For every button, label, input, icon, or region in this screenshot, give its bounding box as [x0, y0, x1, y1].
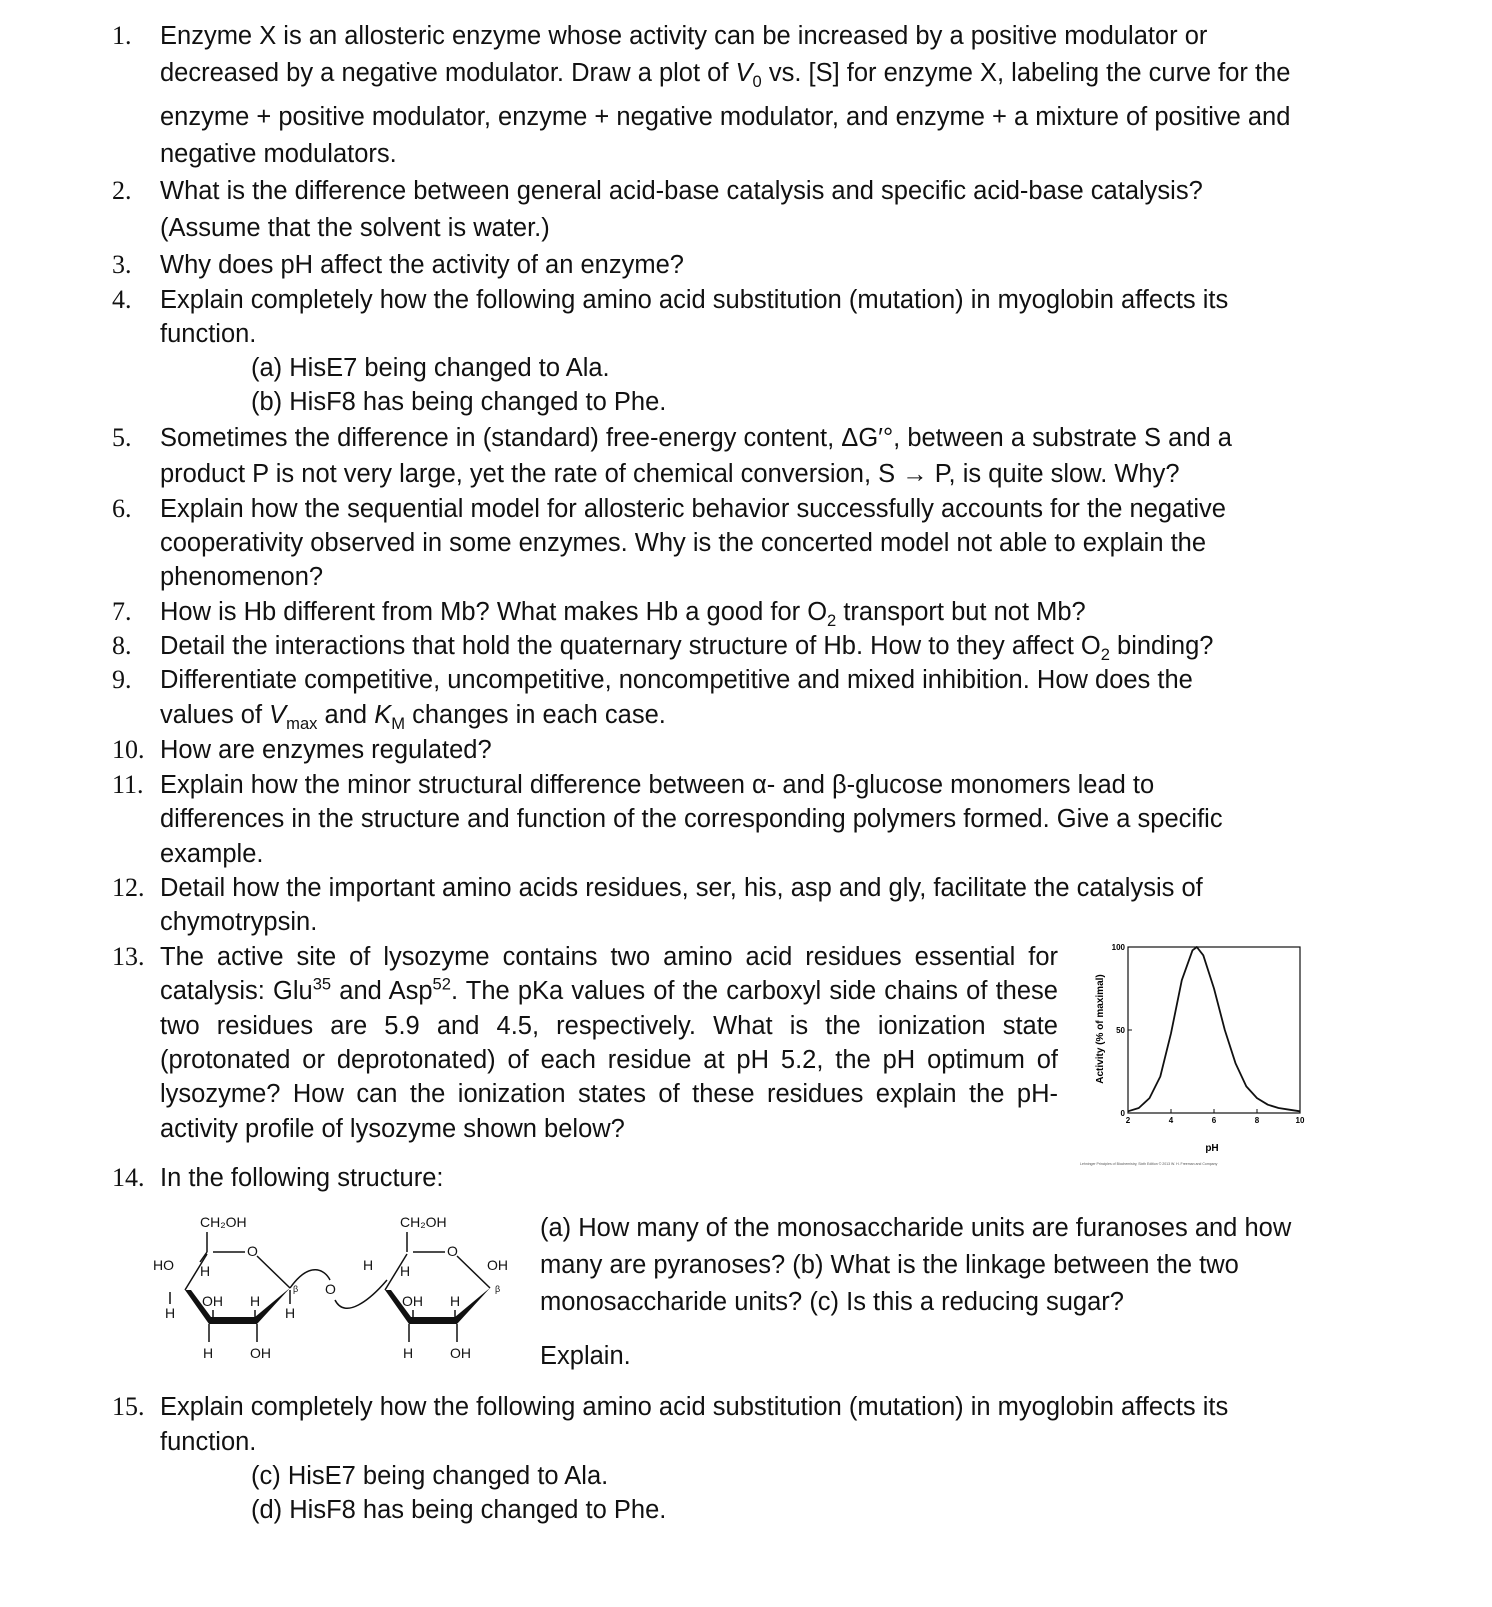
- ring1-h-right: H: [285, 1305, 296, 1321]
- ring1-h-bottom: H: [203, 1345, 214, 1361]
- q14-text-line-2: many are pyranoses? (b) What is the linkage between the two: [540, 1251, 1239, 1279]
- chart-plot-area: [1112, 943, 1305, 1125]
- q4-line-2: function.: [160, 320, 257, 348]
- x-tick-label-4: 4: [1168, 1116, 1174, 1125]
- q4-line-1: Explain completely how the following amino acid substitution (mutation) in myoglobin affects its: [160, 286, 1229, 314]
- q3-line-1: Why does pH affect the activity of an enzyme?: [160, 251, 684, 279]
- ring1-h-mid: H: [250, 1293, 261, 1309]
- q9-line-1: Differentiate competitive, uncompetitive, noncompetitive and mixed inhibition. How does the: [160, 666, 1193, 694]
- x-tick-label-2: 2: [1125, 1116, 1131, 1125]
- ring1-ho-label: HO: [153, 1257, 174, 1273]
- q6-line-3: phenomenon?: [160, 563, 324, 591]
- y-tick-label-0: 0: [1120, 1109, 1125, 1118]
- q2-number: 2.: [112, 176, 132, 205]
- q9-number: 9.: [112, 665, 132, 694]
- q13-line-1: The active site of lysozyme contains two amino acid residues essential for: [160, 943, 1058, 971]
- q11-line-1: Explain how the minor structural difference between α- and β-glucose monomers lead to: [160, 771, 1155, 799]
- q1-line-3: enzyme + positive modulator, enzyme + negative modulator, and enzyme + a mixture of positive and: [160, 103, 1291, 131]
- ring2-ring-oxygen: O: [447, 1243, 458, 1259]
- q11-number: 11.: [112, 770, 144, 799]
- q13-line-4: (protonated or deprotonated) of each residue at pH 5.2, the pH optimum of: [160, 1046, 1058, 1074]
- ring2-h-upper: H: [400, 1263, 411, 1279]
- q4-item-a: (a) HisE7 being changed to Ala.: [251, 354, 610, 382]
- q9-line-2: values of $V_{max}$ and $K_M$ changes in each case.: [160, 701, 666, 734]
- q15-line-1: Explain completely how the following amino acid substitution (mutation) in myoglobin affects its: [160, 1393, 1229, 1421]
- q2-line-1: What is the difference between general acid-base catalysis and specific acid-base catalysis?: [160, 177, 1203, 205]
- ring1-h-left: H: [165, 1305, 176, 1321]
- ring1-oh-mid: OH: [202, 1293, 223, 1309]
- q4-item-b: (b) HisF8 has being changed to Phe.: [251, 388, 667, 416]
- link-oxygen: O: [325, 1281, 336, 1297]
- q10-line-1: How are enzymes regulated?: [160, 736, 492, 764]
- q3-number: 3.: [112, 250, 132, 279]
- y-tick-label-100: 100: [1111, 943, 1125, 952]
- q11-line-2: differences in the structure and function of the corresponding polymers formed. Give a specific: [160, 805, 1223, 833]
- x-tick-label-10: 10: [1295, 1116, 1305, 1125]
- q15-item-d: (d) HisF8 has being changed to Phe.: [251, 1496, 667, 1524]
- ring1-h-upper: H: [200, 1263, 211, 1279]
- ring2-ch2oh-label: CH₂OH: [400, 1214, 447, 1230]
- q7-number: 7.: [112, 597, 132, 626]
- ring1-ring-oxygen: O: [247, 1243, 258, 1259]
- q14-text-line-3: monosaccharide units? (c) Is this a reducing sugar?: [540, 1288, 1124, 1316]
- q7-line-1: How is Hb different from Mb? What makes Hb a good for $O_2$ transport but not Mb?: [160, 598, 1086, 631]
- q15-item-c: (c) HisE7 being changed to Ala.: [251, 1462, 609, 1490]
- q1-line-4: negative modulators.: [160, 140, 397, 168]
- q1-line-2: decreased by a negative modulator. Draw a plot of $V_0$ vs. [S] for enzyme X, labeling the curve for the: [160, 59, 1291, 92]
- q11-line-3: example.: [160, 840, 264, 868]
- ring2-oh-bottom: OH: [450, 1345, 471, 1361]
- x-tick-label-8: 8: [1254, 1116, 1260, 1125]
- q13-line-2: catalysis: Glu$^{35}$ and Asp$^{52}$. The pKa values of the carboxyl side chains of these: [160, 974, 1058, 1005]
- q1-number: 1.: [112, 21, 132, 50]
- x-axis-label: pH: [1205, 1143, 1219, 1154]
- x-tick-label-6: 6: [1211, 1116, 1217, 1125]
- q6-line-2: cooperativity observed in some enzymes. Why is the concerted model not able to explain the: [160, 529, 1207, 557]
- link-beta-left: β: [293, 1284, 299, 1294]
- q6-line-1: Explain how the sequential model for allosteric behavior successfully accounts for the negative: [160, 495, 1226, 523]
- q15-line-2: function.: [160, 1428, 257, 1456]
- ph-activity-chart: [1080, 935, 1420, 1185]
- q4-number: 4.: [112, 285, 132, 314]
- q12-line-2: chymotrypsin.: [160, 908, 318, 936]
- ring2-h-bottom: H: [403, 1345, 414, 1361]
- y-axis-label: Activity (% of maximal): [1095, 974, 1106, 1084]
- q5-number: 5.: [112, 423, 132, 452]
- link-h: H: [363, 1257, 374, 1273]
- ring2-h-mid: H: [450, 1293, 461, 1309]
- q5-line-2: product P is not very large, yet the rate of chemical conversion, S → P, is quite slow. Why?: [160, 460, 1180, 488]
- q13-line-5: lysozyme? How can the ionization states of these residues explain the pH-: [160, 1080, 1058, 1108]
- q13-number: 13.: [112, 942, 145, 971]
- q6-number: 6.: [112, 494, 132, 523]
- q14-text-line-4: Explain.: [540, 1342, 631, 1370]
- q12-line-1: Detail how the important amino acids residues, ser, his, asp and gly, facilitate the catalysis of: [160, 874, 1203, 902]
- q14-line-1: In the following structure:: [160, 1164, 444, 1192]
- q8-line-1: Detail the interactions that hold the quaternary structure of Hb. How to they affect $O_2$ binding?: [160, 632, 1214, 665]
- disaccharide-structure: [145, 1200, 525, 1390]
- ring2-beta: β: [495, 1284, 501, 1294]
- q1-line-1: Enzyme X is an allosteric enzyme whose activity can be increased by a positive modulator or: [160, 22, 1208, 50]
- series-line-lysozyme: [1128, 947, 1300, 1111]
- q13-line-6: activity profile of lysozyme shown below?: [160, 1115, 625, 1143]
- q2-line-2: (Assume that the solvent is water.): [160, 214, 550, 242]
- chart-credit: Lehninger Principles of Biochemistry, Sixth Edition © 2013 W. H. Freeman and Company: [1080, 1162, 1218, 1166]
- ring1-ch2oh-label: CH₂OH: [200, 1214, 247, 1230]
- q14-text-line-1: (a) How many of the monosaccharide units are furanoses and how: [540, 1214, 1292, 1242]
- q8-number: 8.: [112, 631, 132, 660]
- q14-number: 14.: [112, 1163, 145, 1192]
- q12-number: 12.: [112, 873, 145, 902]
- q5-line-1: Sometimes the difference in (standard) free-energy content, ΔG′°, between a substrate S and a: [160, 424, 1232, 452]
- ring1-oh-bottom: OH: [250, 1345, 271, 1361]
- q15-number: 15.: [112, 1392, 145, 1421]
- q13-line-3: two residues are 5.9 and 4.5, respectively. What is the ionization state: [160, 1012, 1058, 1040]
- ring2-oh-mid: OH: [402, 1293, 423, 1309]
- ring2-oh-top: OH: [487, 1257, 508, 1273]
- q10-number: 10.: [112, 735, 145, 764]
- y-tick-label-50: 50: [1116, 1026, 1125, 1035]
